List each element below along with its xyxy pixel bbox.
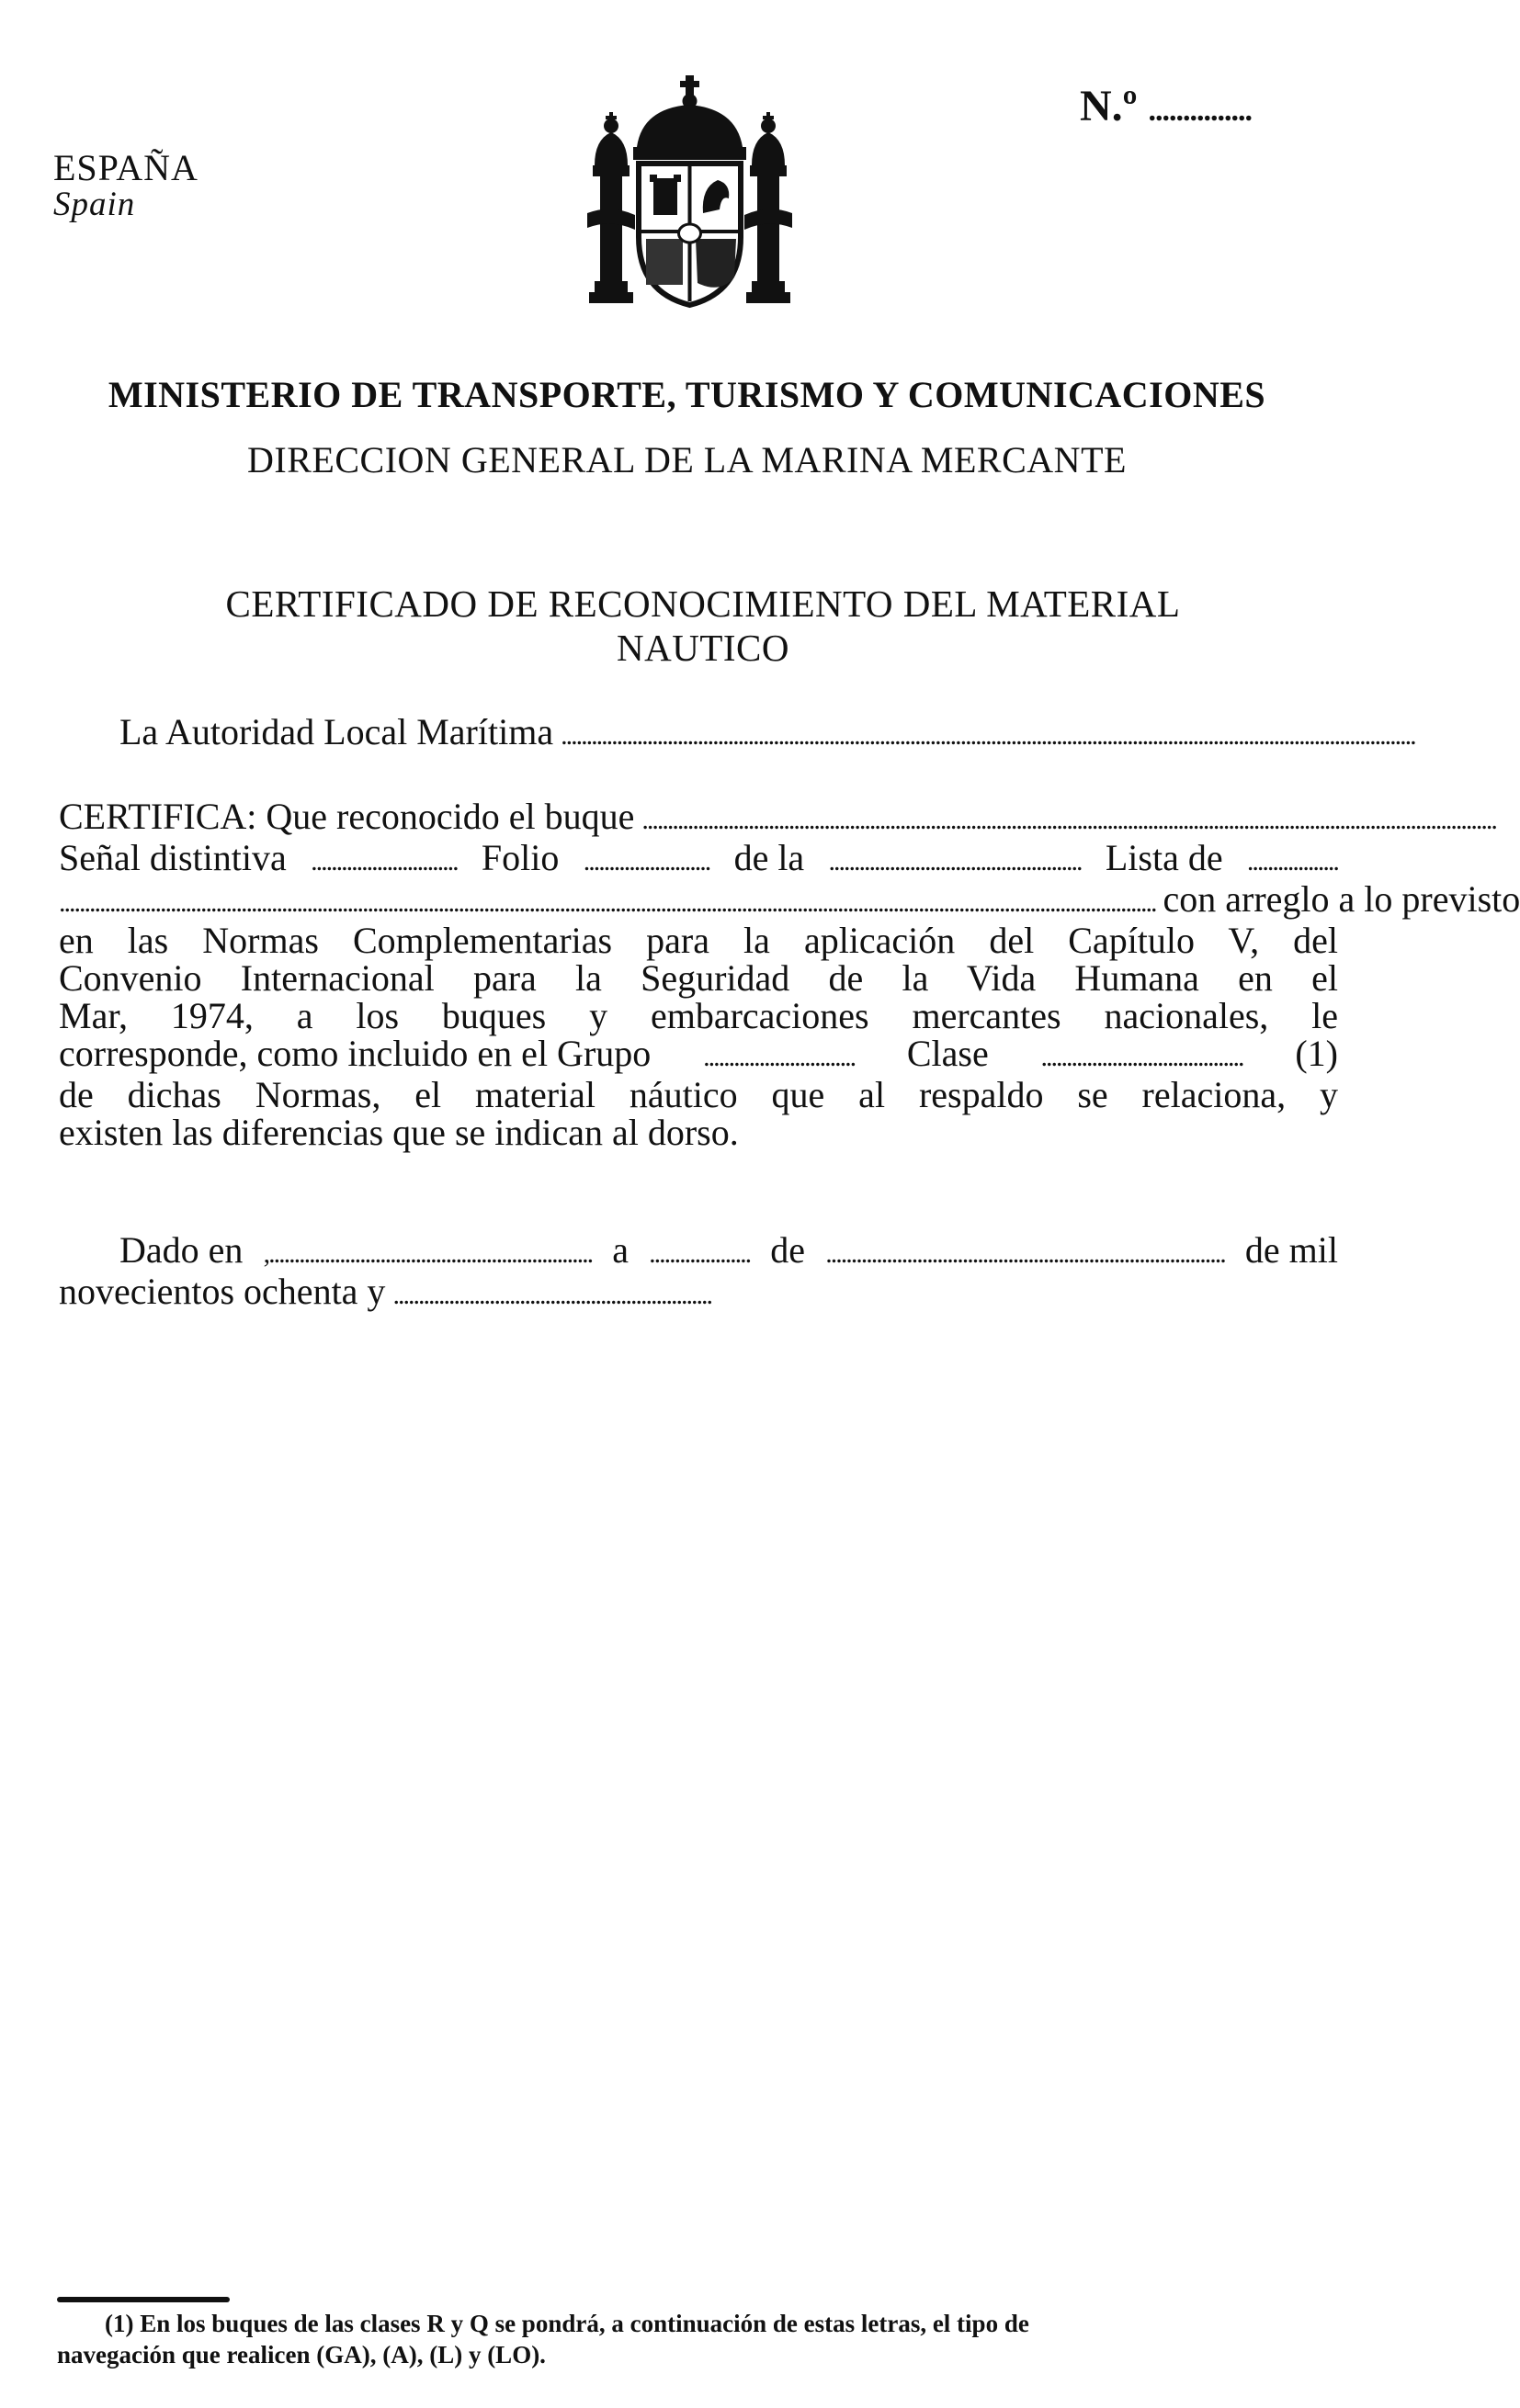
dado-section <box>59 1231 1338 1314</box>
number-blank[interactable]: ............... <box>1148 94 1253 128</box>
certifica-text-line: Convenio Internacional para la Seguridad de la Vida Humana en el <box>59 957 1338 999</box>
corresponde-text: corresponde, como incluido en el Grupo <box>59 1033 652 1074</box>
senal-label: Señal distintiva <box>59 837 287 878</box>
de-la-label: de la <box>733 837 805 878</box>
authority-blank[interactable]: ......................................................................................................................................................................... <box>561 720 1415 751</box>
footnote-line: navegación que realicen (GA), (A), (L) y (LO). <box>57 2341 546 2368</box>
authority-label: La Autoridad Local Marítima <box>119 711 554 752</box>
certificate-title-line: NAUTICO <box>617 627 789 669</box>
arreglo-text: con arreglo a lo previsto <box>1163 878 1520 920</box>
day-blank[interactable]: .................... <box>649 1238 751 1269</box>
lista-continued-blank[interactable]: ......................................................................................................................................................................................................................... <box>59 887 1156 918</box>
grupo-blank[interactable]: .............................. <box>703 1042 856 1072</box>
folio-label: Folio <box>481 837 560 878</box>
certifica-paragraph <box>59 796 1520 1153</box>
footnote-rule <box>57 2297 230 2302</box>
number-label: N.º <box>1080 82 1138 130</box>
de-label: de <box>770 1229 806 1271</box>
de-mil-label: de mil <box>1244 1229 1338 1271</box>
country-name: ESPAÑA <box>53 147 199 188</box>
spanish-coat-of-arms-icon <box>582 75 798 307</box>
certificate-title <box>92 582 1314 670</box>
footnote-line: (1) En los buques de las clases R y Q se pondrá, a continuación de estas letras, el tipo de <box>105 2310 1029 2337</box>
certificate-number <box>1080 81 1252 131</box>
dado-label: Dado en <box>119 1229 244 1271</box>
country-name-english: Spain <box>53 186 136 223</box>
clase-blank[interactable]: ........................................ <box>1040 1042 1243 1072</box>
certifica-text-line: existen las diferencias que se indican al dorso. <box>59 1112 739 1153</box>
certifica-text-line: de dichas Normas, el material náutico que al respaldo se relaciona, y <box>59 1074 1338 1115</box>
month-blank[interactable]: ............................................................................... <box>825 1238 1225 1269</box>
authority-section <box>59 711 1415 754</box>
folio-blank[interactable]: ......................... <box>583 846 710 876</box>
certifica-lead: CERTIFICA: Que reconocido el buque <box>59 796 635 837</box>
clase-label: Clase <box>906 1033 989 1074</box>
year-blank[interactable]: ............................................................... <box>392 1280 711 1310</box>
lista-label: Lista de <box>1105 837 1223 878</box>
place-blank[interactable]: ,................................................................ <box>263 1238 593 1269</box>
certifica-text-line: Mar, 1974, a los buques y embarcaciones mercantes nacionales, le <box>59 995 1338 1036</box>
country-block <box>53 149 199 223</box>
certificate-title-line: CERTIFICADO DE RECONOCIMIENTO DEL MATERIAL <box>225 582 1181 625</box>
footnote <box>57 2308 1339 2370</box>
direccion-heading: DIRECCION GENERAL DE LA MARINA MERCANTE <box>247 439 1127 480</box>
buque-blank[interactable]: ......................................................................................................................................................................... <box>641 805 1496 835</box>
year-label: novecientos ochenta y <box>59 1271 386 1312</box>
a-label: a <box>612 1229 629 1271</box>
lista-de-blank[interactable]: .................. <box>1246 846 1338 876</box>
senal-blank[interactable]: ............................. <box>311 846 458 876</box>
ministry-heading: MINISTERIO DE TRANSPORTE, TURISMO Y COMUNICACIONES <box>108 374 1266 415</box>
certifica-text-line: en las Normas Complementarias para la aplicación del Capítulo V, del <box>59 920 1338 961</box>
lista-blank[interactable]: .................................................. <box>828 846 1082 876</box>
footnote-ref: (1) <box>1295 1033 1338 1074</box>
